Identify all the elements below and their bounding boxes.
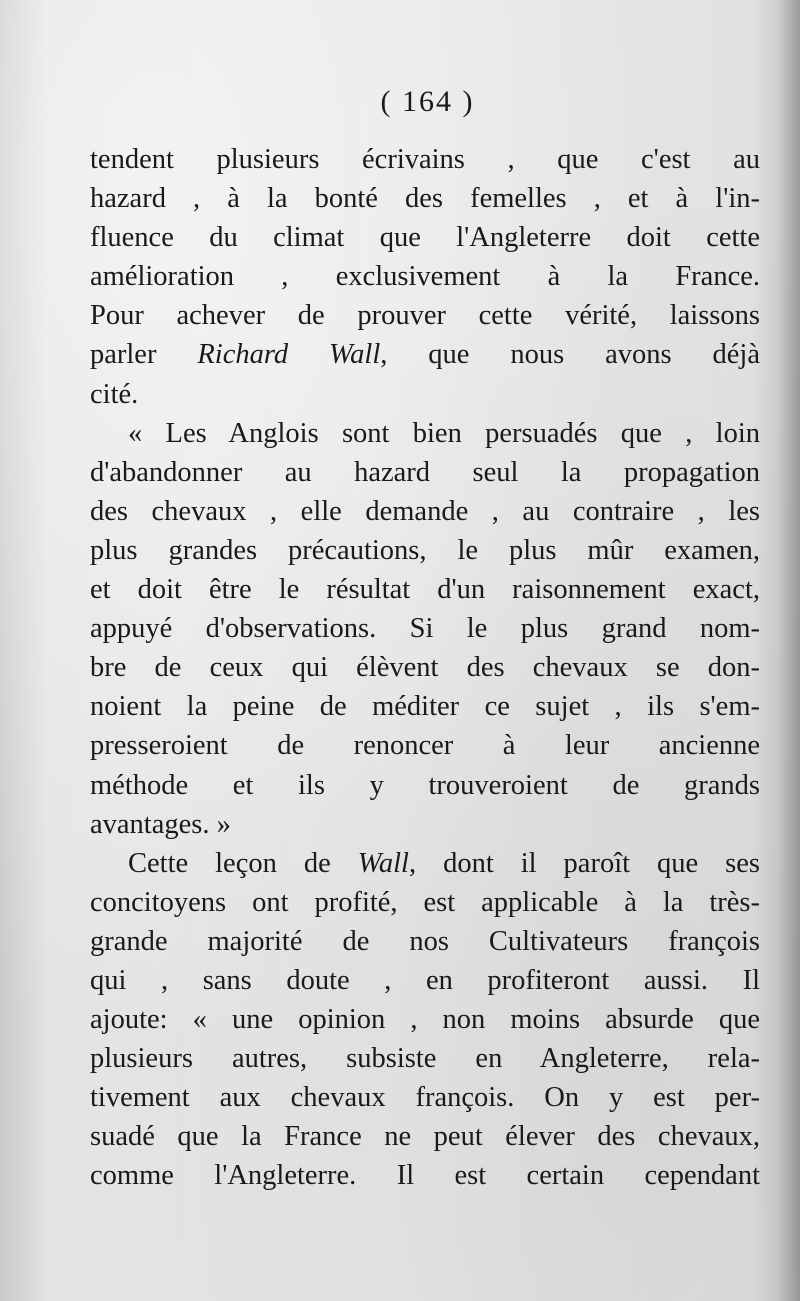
text-line: plus grandes précautions, le plus mûr examen, [90,534,760,566]
text-line: cité. [90,378,139,410]
page-number: ( 164 ) [380,85,475,118]
text-line: qui , sans doute , en profiteront aussi. Il [90,964,760,996]
italic-name: Richard Wall [197,339,381,371]
page-edge-shadow [778,0,800,1301]
text-line: hazard , à la bonté des femelles , et à l'in- [90,183,760,215]
text-line: bre de ceux qui élèvent des chevaux se don- [90,652,760,684]
text-segment: , dont il paroît que ses [408,847,760,879]
body-text [90,140,760,1196]
text-line: tivement aux chevaux françois. On y est per- [90,1082,760,1114]
text-line: des chevaux , elle demande , au contraire , les [90,495,760,527]
text-line: plusieurs autres, subsiste en Angleterre, rela- [90,1043,760,1075]
text-line [90,844,760,883]
text-line: comme l'Angleterre. Il est certain cependant [90,1160,760,1192]
text-line: « Les Anglois sont bien persuadés que , loin [128,417,760,449]
text-line: Pour achever de prouver cette vérité, laissons [90,300,760,332]
text-line: fluence du climat que l'Angleterre doit cette [90,222,760,254]
text-line: suadé que la France ne peut élever des chevaux, [90,1121,760,1153]
text-line: méthode et ils y trouveroient de grands [90,769,760,801]
text-line: ajoute: « une opinion , non moins absurde que [90,1004,760,1036]
text-segment: Cette leçon de [128,847,358,879]
text-line: appuyé d'observations. Si le plus grand nom- [90,613,760,645]
italic-name: Wall [357,847,409,879]
text-line: amélioration , exclusivement à la France. [90,261,760,293]
text-line: tendent plusieurs écrivains , que c'est au [90,144,760,175]
text-line: grande majorité de nos Cultivateurs françois [90,925,760,957]
text-line [90,335,760,374]
text-line: d'abandonner au hazard seul la propagation [90,456,760,488]
text-segment: parler [90,339,198,371]
text-line: presseroient de renoncer à leur ancienne [90,730,760,762]
text-line: concitoyens ont profité, est applicable à la très- [90,886,760,918]
text-segment: , que nous avons déjà [380,339,760,371]
text-line: avantages. » [90,808,231,840]
text-line: et doit être le résultat d'un raisonnement exact, [90,574,760,606]
text-line: noient la peine de méditer ce sujet , ils s'em- [90,691,760,723]
